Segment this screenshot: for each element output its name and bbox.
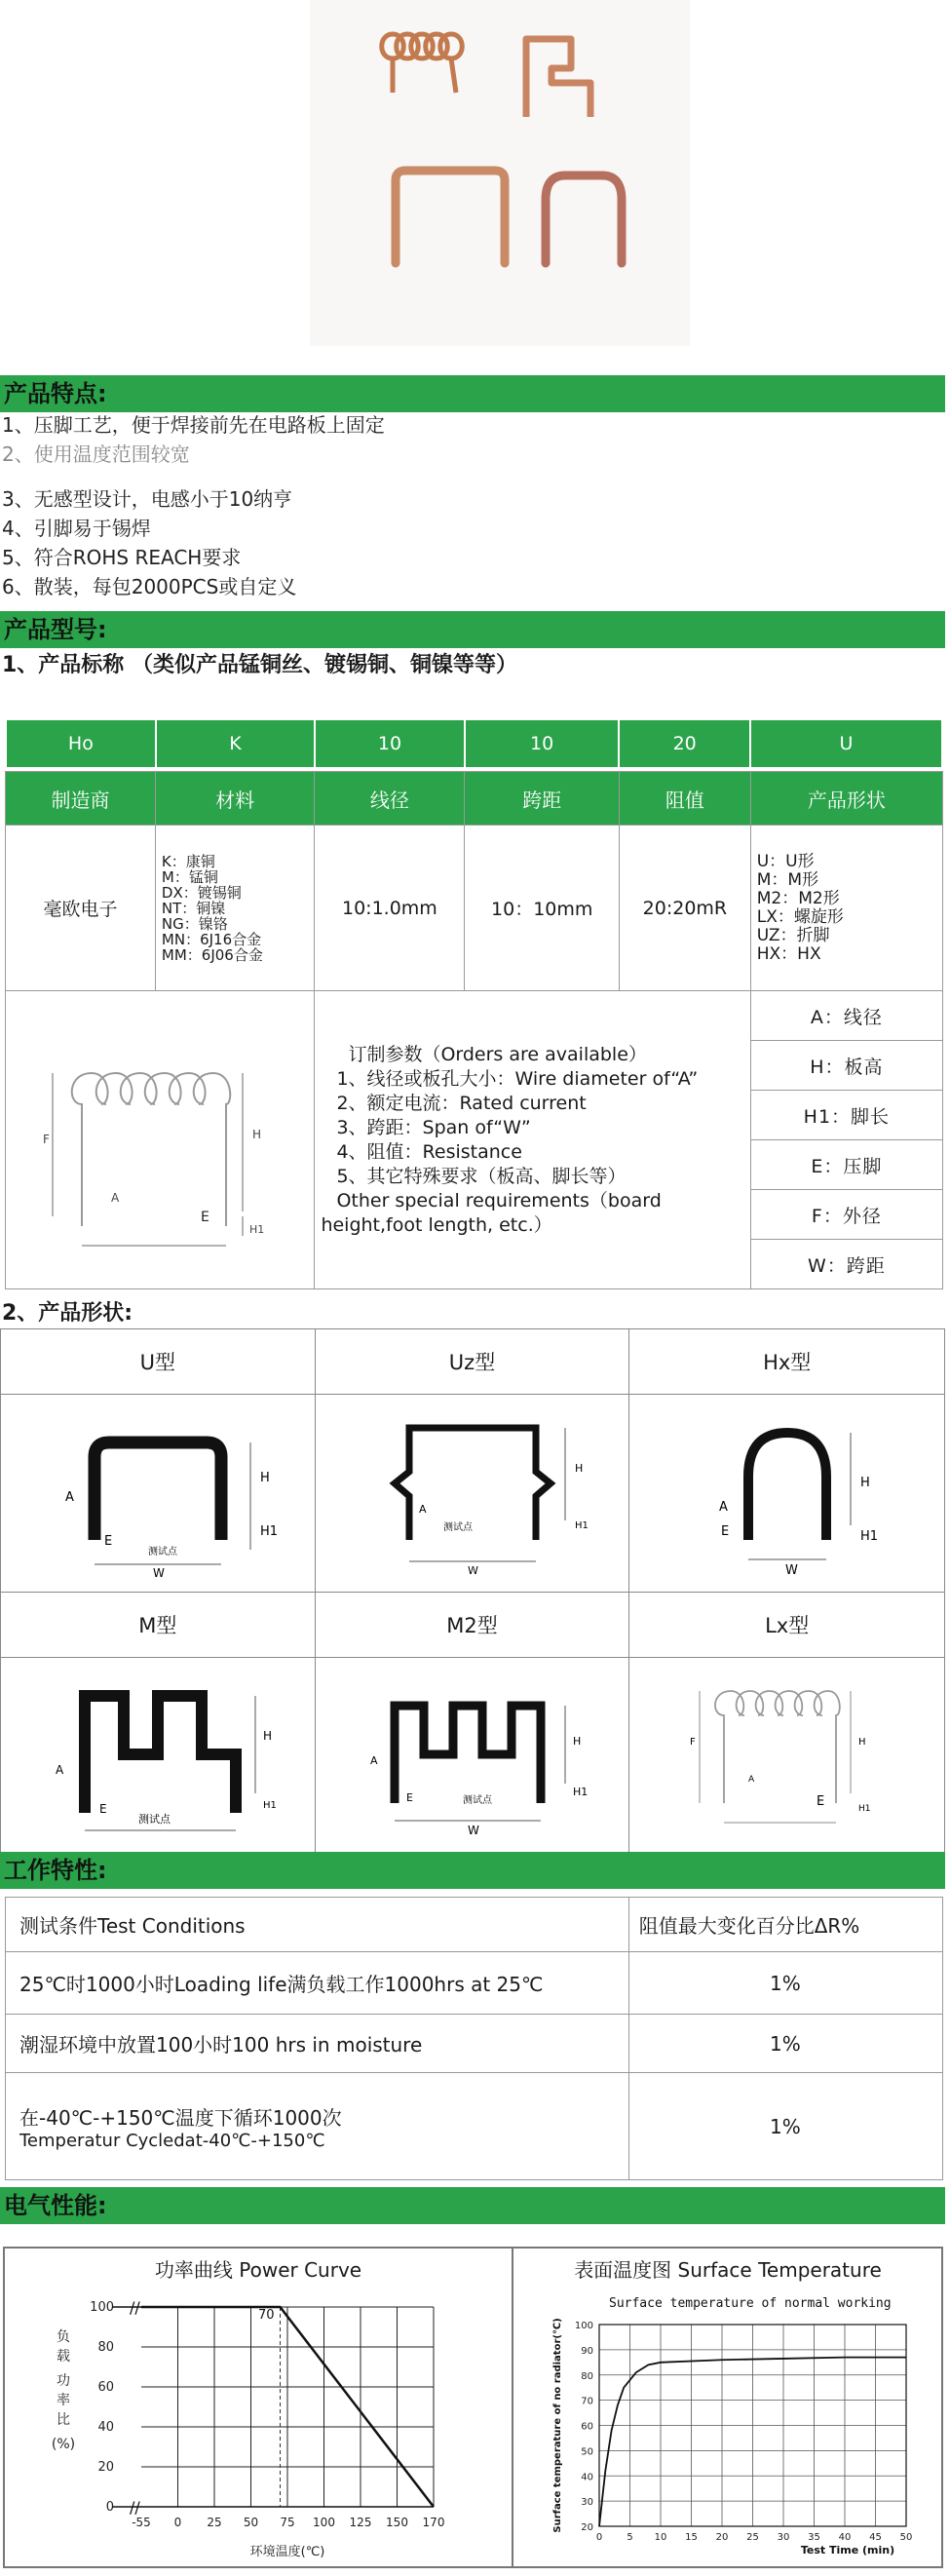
param-h: H：板高 [750, 1041, 942, 1091]
elec-header: 电气性能: [0, 2187, 945, 2224]
work-val: 1% [628, 2015, 942, 2073]
label-H1: H1 [249, 1222, 265, 1236]
code-cell: U [750, 719, 942, 768]
shape-title-hx: Hx型 [629, 1329, 945, 1395]
x-tick-label: 20 [715, 2532, 729, 2543]
feature-item: 5、符合ROHS REACH要求 [2, 546, 242, 569]
param-w: W：跨距 [750, 1240, 942, 1289]
shape-title-m2: M2型 [315, 1593, 629, 1658]
param-f: F：外径 [750, 1190, 942, 1240]
features-header: 产品特点: [0, 375, 945, 412]
order-param: height,foot length, etc.） [321, 1213, 552, 1236]
order-param: Other special requirements（board [336, 1189, 662, 1211]
order-params-cell [315, 991, 750, 1289]
x-tick-label: 150 [386, 2516, 408, 2529]
shape-diagram-uz [315, 1395, 629, 1593]
resistance-cell: 20:20mR [620, 826, 751, 991]
order-param: 1、线径或板孔大小：Wire diameter of“A” [336, 1067, 699, 1090]
shape-diagram-hx [629, 1395, 945, 1593]
label-E: E [103, 1534, 113, 1549]
surface-temp-title: 表面温度图 Surface Temperature [574, 2258, 882, 2282]
y-tick-label: 0 [105, 2500, 114, 2515]
label-H: H [857, 1737, 866, 1748]
y-tick-label: 50 [581, 2446, 593, 2458]
order-params-title: 订制参数（Orders are available） [348, 1043, 647, 1065]
x-tick-label: 25 [746, 2532, 759, 2543]
label-W: W [784, 1563, 798, 1578]
header-span: 跨距 [465, 772, 620, 826]
header-resistance: 阻值 [620, 772, 751, 826]
label-A: A [111, 1190, 120, 1205]
code-cell: 10 [465, 719, 620, 768]
code-cell: 20 [619, 719, 750, 768]
x-tick-label: 50 [243, 2516, 259, 2529]
label-F: F [43, 1132, 51, 1146]
shape-code: HX：HX [756, 943, 821, 964]
y-axis-label-part: 载 [57, 2349, 70, 2365]
feature-item: 4、引脚易于锡焊 [2, 517, 151, 540]
shape-title-u: U型 [1, 1329, 316, 1395]
y-tick-label: 30 [581, 2497, 593, 2509]
y-axis-label-part: 比 [57, 2412, 70, 2428]
label-E: E [405, 1791, 413, 1804]
label-A: A [64, 1490, 74, 1505]
y-tick-label: 80 [97, 2340, 114, 2355]
label-H: H [262, 1729, 272, 1743]
work-header-cond: 测试条件Test Conditions [6, 1898, 629, 1952]
material-item: NG：镍铬 [161, 914, 228, 933]
y-axis-label-part: 负 [57, 2329, 70, 2345]
label-W: W [467, 1824, 479, 1837]
x-tick-label: 40 [838, 2532, 852, 2543]
x-tick-label: 170 [422, 2516, 445, 2529]
label-H: H [252, 1127, 262, 1141]
work-val: 1% [628, 1952, 942, 2015]
label-E: E [720, 1524, 729, 1539]
label-E: E [98, 1802, 107, 1816]
work-cond-en: Temperatur Cycledat-40℃-+150℃ [19, 2130, 325, 2151]
material-item: MM：6J06合金 [161, 945, 263, 964]
shape-code: U：U形 [756, 851, 815, 871]
coil-resistor-image [382, 34, 463, 93]
header-material: 材料 [155, 772, 315, 826]
divider [512, 2249, 513, 2566]
y-tick-label: 60 [581, 2421, 593, 2433]
u-resistor-image [396, 171, 505, 263]
axis-break-mark: // [130, 2498, 140, 2517]
shape-code: UZ：折脚 [756, 925, 830, 945]
order-param: 4、阻值：Resistance [336, 1140, 522, 1163]
work-cond-cycle [6, 2073, 629, 2180]
label-H1: H1 [572, 1786, 588, 1798]
shape-code: M：M形 [756, 869, 819, 890]
label-H1: H1 [859, 1529, 878, 1544]
x-axis-label: Test Time (min) [800, 2544, 895, 2557]
shape-diagram-u [1, 1395, 316, 1593]
model-header: 产品型号: [0, 611, 945, 648]
material-item: MN：6J16合金 [161, 930, 262, 948]
x-tick-label: 5 [627, 2532, 633, 2543]
work-header-val: 阻值最大变化百分比ΔR% [628, 1898, 942, 1952]
x-tick-label: 45 [869, 2532, 882, 2543]
feature-item: 3、无感型设计，电感小于10纳亨 [2, 487, 293, 511]
label-H: H [574, 1462, 583, 1475]
y-tick-label: 20 [581, 2522, 593, 2533]
label-H1: H1 [262, 1800, 277, 1811]
y-tick-label: 70 [581, 2396, 593, 2407]
label-test-point: 测试点 [137, 1813, 171, 1826]
m-resistor-image [526, 39, 590, 117]
label-F: F [689, 1737, 696, 1748]
label-H1: H1 [574, 1520, 589, 1531]
x-tick-label: 0 [595, 2532, 603, 2543]
shape-title-lx: Lx型 [629, 1593, 945, 1658]
y-tick-label: 90 [581, 2345, 593, 2357]
y-tick-label: 80 [581, 2370, 593, 2382]
shape-title-m: M型 [1, 1593, 316, 1658]
work-val: 1% [628, 2073, 942, 2180]
x-tick-label: 10 [654, 2532, 667, 2543]
param-h1: H1：脚长 [750, 1091, 942, 1140]
y-tick-label: 100 [574, 2321, 593, 2331]
feature-item: 1、压脚工艺，便于焊接前先在电路板上固定 [2, 413, 385, 437]
label-H1: H1 [259, 1524, 278, 1539]
work-cond: 在-40℃-+150℃温度下循环1000次 [19, 2105, 342, 2130]
label-E: E [201, 1209, 210, 1225]
y-tick-label: 20 [97, 2460, 114, 2475]
chart-subtitle: Surface temperature of normal working [609, 2296, 892, 2311]
product-photo [310, 0, 690, 346]
shape-diagram-m [1, 1658, 316, 1856]
label-E: E [816, 1794, 824, 1809]
y-tick-label: 100 [90, 2300, 114, 2315]
material-item: K：康铜 [161, 852, 215, 870]
coil-diagram-cell [6, 991, 315, 1289]
elec-box [3, 2247, 943, 2568]
shape-diagram-lx [629, 1658, 945, 1856]
header-shape: 产品形状 [750, 772, 942, 826]
param-a: A：线径 [750, 991, 942, 1041]
surface-temp-chart [531, 2288, 931, 2560]
label-test-point: 测试点 [147, 1547, 177, 1557]
material-item: DX：镀锡铜 [161, 883, 242, 902]
label-A: A [369, 1754, 378, 1767]
x-tick-label: 35 [808, 2532, 820, 2543]
label-A: A [55, 1763, 64, 1777]
shape-code: LX：螺旋形 [756, 906, 844, 927]
x-tick-label: 15 [685, 2532, 698, 2543]
shapes-grid [0, 1328, 945, 1856]
label-H: H [859, 1476, 870, 1490]
x-tick-label: -55 [132, 2516, 151, 2529]
label-A: A [718, 1500, 728, 1515]
y-tick-label: 60 [97, 2380, 114, 2395]
label-W: W [467, 1564, 478, 1577]
y-axis-label-part: 功 [57, 2373, 70, 2389]
x-tick-label: 30 [777, 2532, 790, 2543]
code-cell: 10 [315, 719, 465, 768]
label-A: A [747, 1775, 754, 1785]
shape-code: M2：M2形 [756, 888, 840, 908]
x-tick-label: 75 [280, 2516, 295, 2529]
shapes-subtitle: 2、产品形状: [2, 1301, 133, 1326]
y-axis-label-part: 率 [57, 2393, 70, 2408]
label-test-point: 测试点 [442, 1522, 473, 1533]
model-code-row [5, 718, 943, 769]
y-tick-label: 40 [97, 2420, 114, 2435]
x-tick-label: 100 [313, 2516, 335, 2529]
coil-diagram [14, 1017, 306, 1260]
x-axis-label: 环境温度(℃) [249, 2545, 325, 2559]
work-cond: 25℃时1000小时Loading life满负载工作1000hrs at 25℃ [6, 1952, 629, 2015]
x-tick-label: 0 [173, 2516, 182, 2529]
order-param: 2、额定电流：Rated current [336, 1092, 587, 1114]
model-subtitle: 1、产品标称 （类似产品锰铜丝、镀锡铜、铜镍等等） [2, 653, 517, 677]
annotation-label: 70 [257, 2308, 275, 2323]
label-H: H [572, 1735, 581, 1748]
power-curve-chart [24, 2288, 492, 2560]
x-tick-label: 25 [207, 2516, 222, 2529]
hx-resistor-image [546, 175, 622, 263]
shape-title-uz: Uz型 [315, 1329, 629, 1395]
spec-table [5, 771, 943, 1289]
feature-item: 6、散装，每包2000PCS或自定义 [2, 575, 297, 598]
feature-item: 2、使用温度范围较宽 [2, 442, 190, 466]
param-e: E：压脚 [750, 1140, 942, 1190]
span-cell: 10：10mm [465, 826, 620, 991]
label-H: H [259, 1471, 270, 1485]
axis-break-mark: // [130, 2298, 140, 2317]
diameter-cell: 10:1.0mm [315, 826, 465, 991]
label-test-point: 测试点 [462, 1795, 492, 1806]
maker-cell: 毫欧电子 [6, 826, 156, 991]
header-maker: 制造商 [6, 772, 156, 826]
work-header: 工作特性: [0, 1852, 945, 1889]
y-axis-label-part: (%) [51, 2437, 76, 2452]
y-axis-label: Surface temperature of no radiator(℃) [552, 2318, 563, 2533]
label-H1: H1 [857, 1804, 871, 1814]
code-cell: Ho [6, 719, 156, 768]
work-table [5, 1897, 943, 2180]
shapes-cell [750, 826, 942, 991]
label-W: W [152, 1566, 165, 1579]
material-item: NT：铜镍 [161, 899, 226, 917]
power-curve-title: 功率曲线 Power Curve [154, 2258, 362, 2282]
materials-cell [155, 826, 315, 991]
label-A: A [418, 1503, 427, 1516]
work-cond: 潮湿环境中放置100小时100 hrs in moisture [6, 2015, 629, 2073]
material-item: M：锰铜 [161, 867, 218, 886]
header-diameter: 线径 [315, 772, 465, 826]
shape-diagram-m2 [315, 1658, 629, 1856]
x-tick-label: 50 [899, 2532, 913, 2543]
x-tick-label: 125 [349, 2516, 372, 2529]
order-param: 3、跨距：Span of“W” [336, 1116, 531, 1138]
order-param: 5、其它特殊要求（板高、脚长等） [336, 1165, 627, 1187]
code-cell: K [156, 719, 315, 768]
y-tick-label: 40 [581, 2472, 593, 2483]
